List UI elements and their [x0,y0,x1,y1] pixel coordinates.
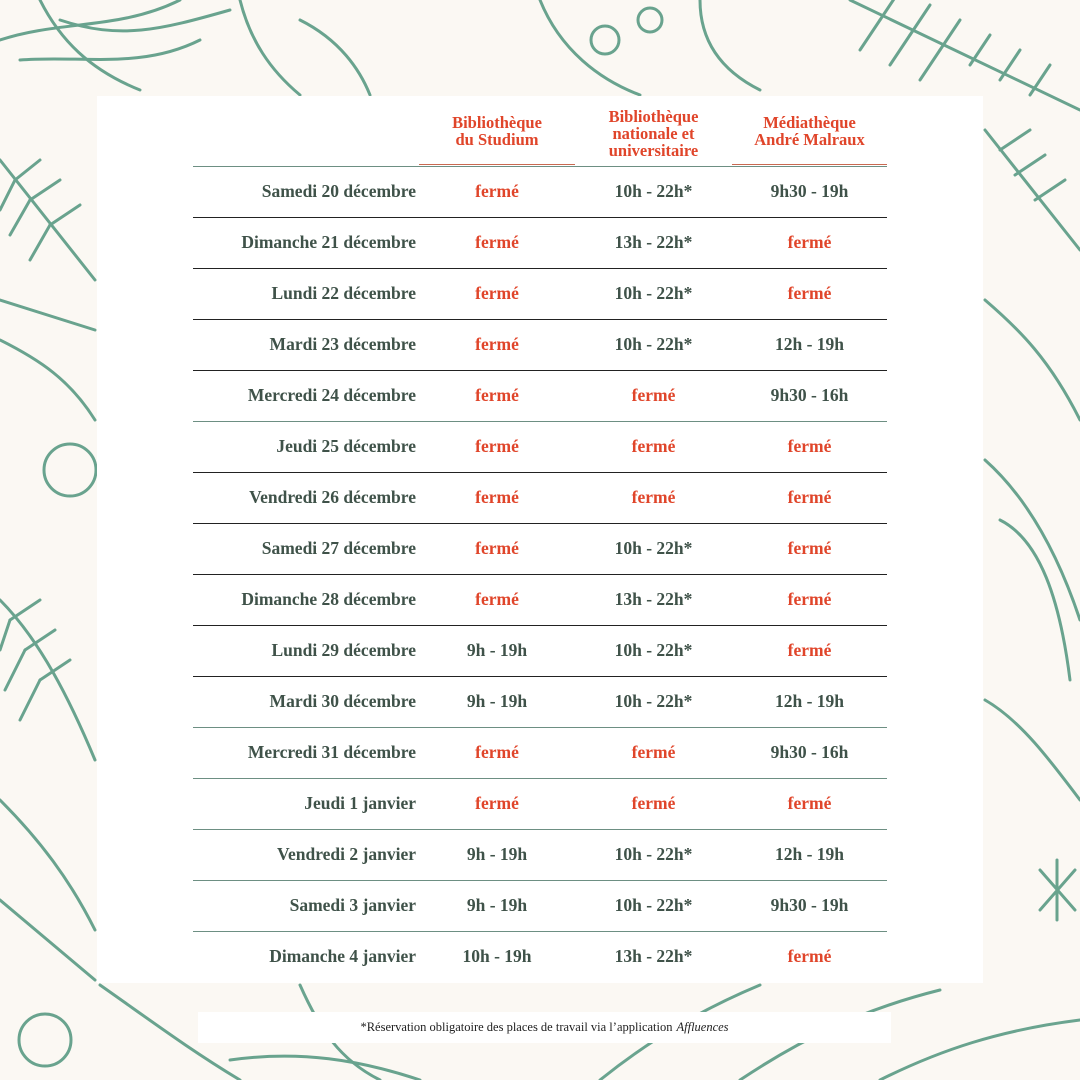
schedule-card [97,96,983,983]
bnu-hours: 13h - 22h* [614,946,693,966]
day-label: Mardi 30 décembre [269,691,416,711]
studium-hours: fermé [475,793,519,813]
day-label: Vendredi 2 janvier [276,844,416,864]
bnu-hours: fermé [631,742,676,762]
day-label: Samedi 3 janvier [289,895,416,915]
day-label: Dimanche 21 décembre [241,232,416,252]
table-row [193,829,887,880]
day-label: Jeudi 1 janvier [304,793,416,813]
malraux-hours: fermé [787,793,832,813]
header-bibliotheque-studium: Bibliothèque du Studium [452,113,542,149]
bnu-hours: fermé [631,436,676,456]
malraux-hours: 12h - 19h [774,334,845,354]
day-label: Lundi 29 décembre [271,640,416,660]
studium-hours: fermé [475,487,519,507]
day-label: Dimanche 28 décembre [241,589,416,609]
table-row [193,319,887,370]
bnu-hours: 10h - 22h* [614,844,693,864]
header-mediatheque-malraux: Médiathèque André Malraux [754,113,865,149]
bnu-hours: 10h - 22h* [614,640,693,660]
malraux-hours: 12h - 19h [774,691,845,711]
day-label: Samedi 27 décembre [261,538,416,558]
day-label: Samedi 20 décembre [261,181,416,201]
studium-hours: fermé [475,436,519,456]
studium-hours: fermé [475,385,519,405]
footnote [198,1012,891,1043]
day-label: Vendredi 26 décembre [249,487,416,507]
malraux-hours: 12h - 19h [774,844,845,864]
malraux-hours: fermé [787,436,832,456]
header-underline-c3 [732,164,887,165]
bnu-hours: 10h - 22h* [614,538,693,558]
studium-hours: 10h - 19h [462,946,532,966]
day-label: Dimanche 4 janvier [269,946,416,966]
header-bnu: Bibliothèque nationale et universitaire [608,106,699,160]
bnu-hours: fermé [631,793,676,813]
studium-hours: fermé [475,181,519,201]
malraux-hours: 9h30 - 19h [770,181,849,201]
bnu-hours: 13h - 22h* [614,589,693,609]
header-underline-c1 [419,164,575,165]
studium-hours: 9h - 19h [466,640,528,660]
footnote-app-name: Affluences [676,1020,729,1034]
studium-hours: 9h - 19h [466,895,528,915]
table-row [193,370,887,421]
studium-hours: fermé [475,538,519,558]
bnu-hours: 10h - 22h* [614,334,693,354]
footnote-text: *Réservation obligatoire des places de travail via l’application [360,1020,673,1034]
table-row [193,574,887,625]
bnu-hours: 13h - 22h* [614,232,693,252]
table-row [193,472,887,523]
table-row [193,166,887,217]
bnu-hours: 10h - 22h* [614,691,693,711]
table-row [193,880,887,931]
bnu-hours: 10h - 22h* [614,283,693,303]
malraux-hours: fermé [787,538,832,558]
day-label: Lundi 22 décembre [271,283,416,303]
day-label: Jeudi 25 décembre [276,436,416,456]
studium-hours: fermé [475,742,519,762]
day-label: Mercredi 31 décembre [247,742,416,762]
table-row [193,625,887,676]
studium-hours: fermé [475,283,519,303]
bnu-hours: fermé [631,385,676,405]
malraux-hours: fermé [787,487,832,507]
studium-hours: 9h - 19h [466,691,528,711]
bnu-hours: 10h - 22h* [614,895,693,915]
malraux-hours: fermé [787,589,832,609]
table-row [193,523,887,574]
malraux-hours: 9h30 - 16h [770,742,849,762]
table-row [193,421,887,472]
bnu-hours: fermé [631,487,676,507]
table-row [193,676,887,727]
malraux-hours: 9h30 - 16h [770,385,849,405]
table-row [193,217,887,268]
table-row [193,268,887,319]
day-label: Mardi 23 décembre [269,334,416,354]
studium-hours: fermé [475,589,519,609]
malraux-hours: fermé [787,232,832,252]
studium-hours: fermé [475,334,519,354]
table-row [193,778,887,829]
malraux-hours: 9h30 - 19h [770,895,849,915]
table-row [193,727,887,778]
malraux-hours: fermé [787,283,832,303]
studium-hours: fermé [475,232,519,252]
malraux-hours: fermé [787,946,832,966]
studium-hours: 9h - 19h [466,844,528,864]
malraux-hours: fermé [787,640,832,660]
table-row [193,931,887,982]
bnu-hours: 10h - 22h* [614,181,693,201]
day-label: Mercredi 24 décembre [247,385,416,405]
